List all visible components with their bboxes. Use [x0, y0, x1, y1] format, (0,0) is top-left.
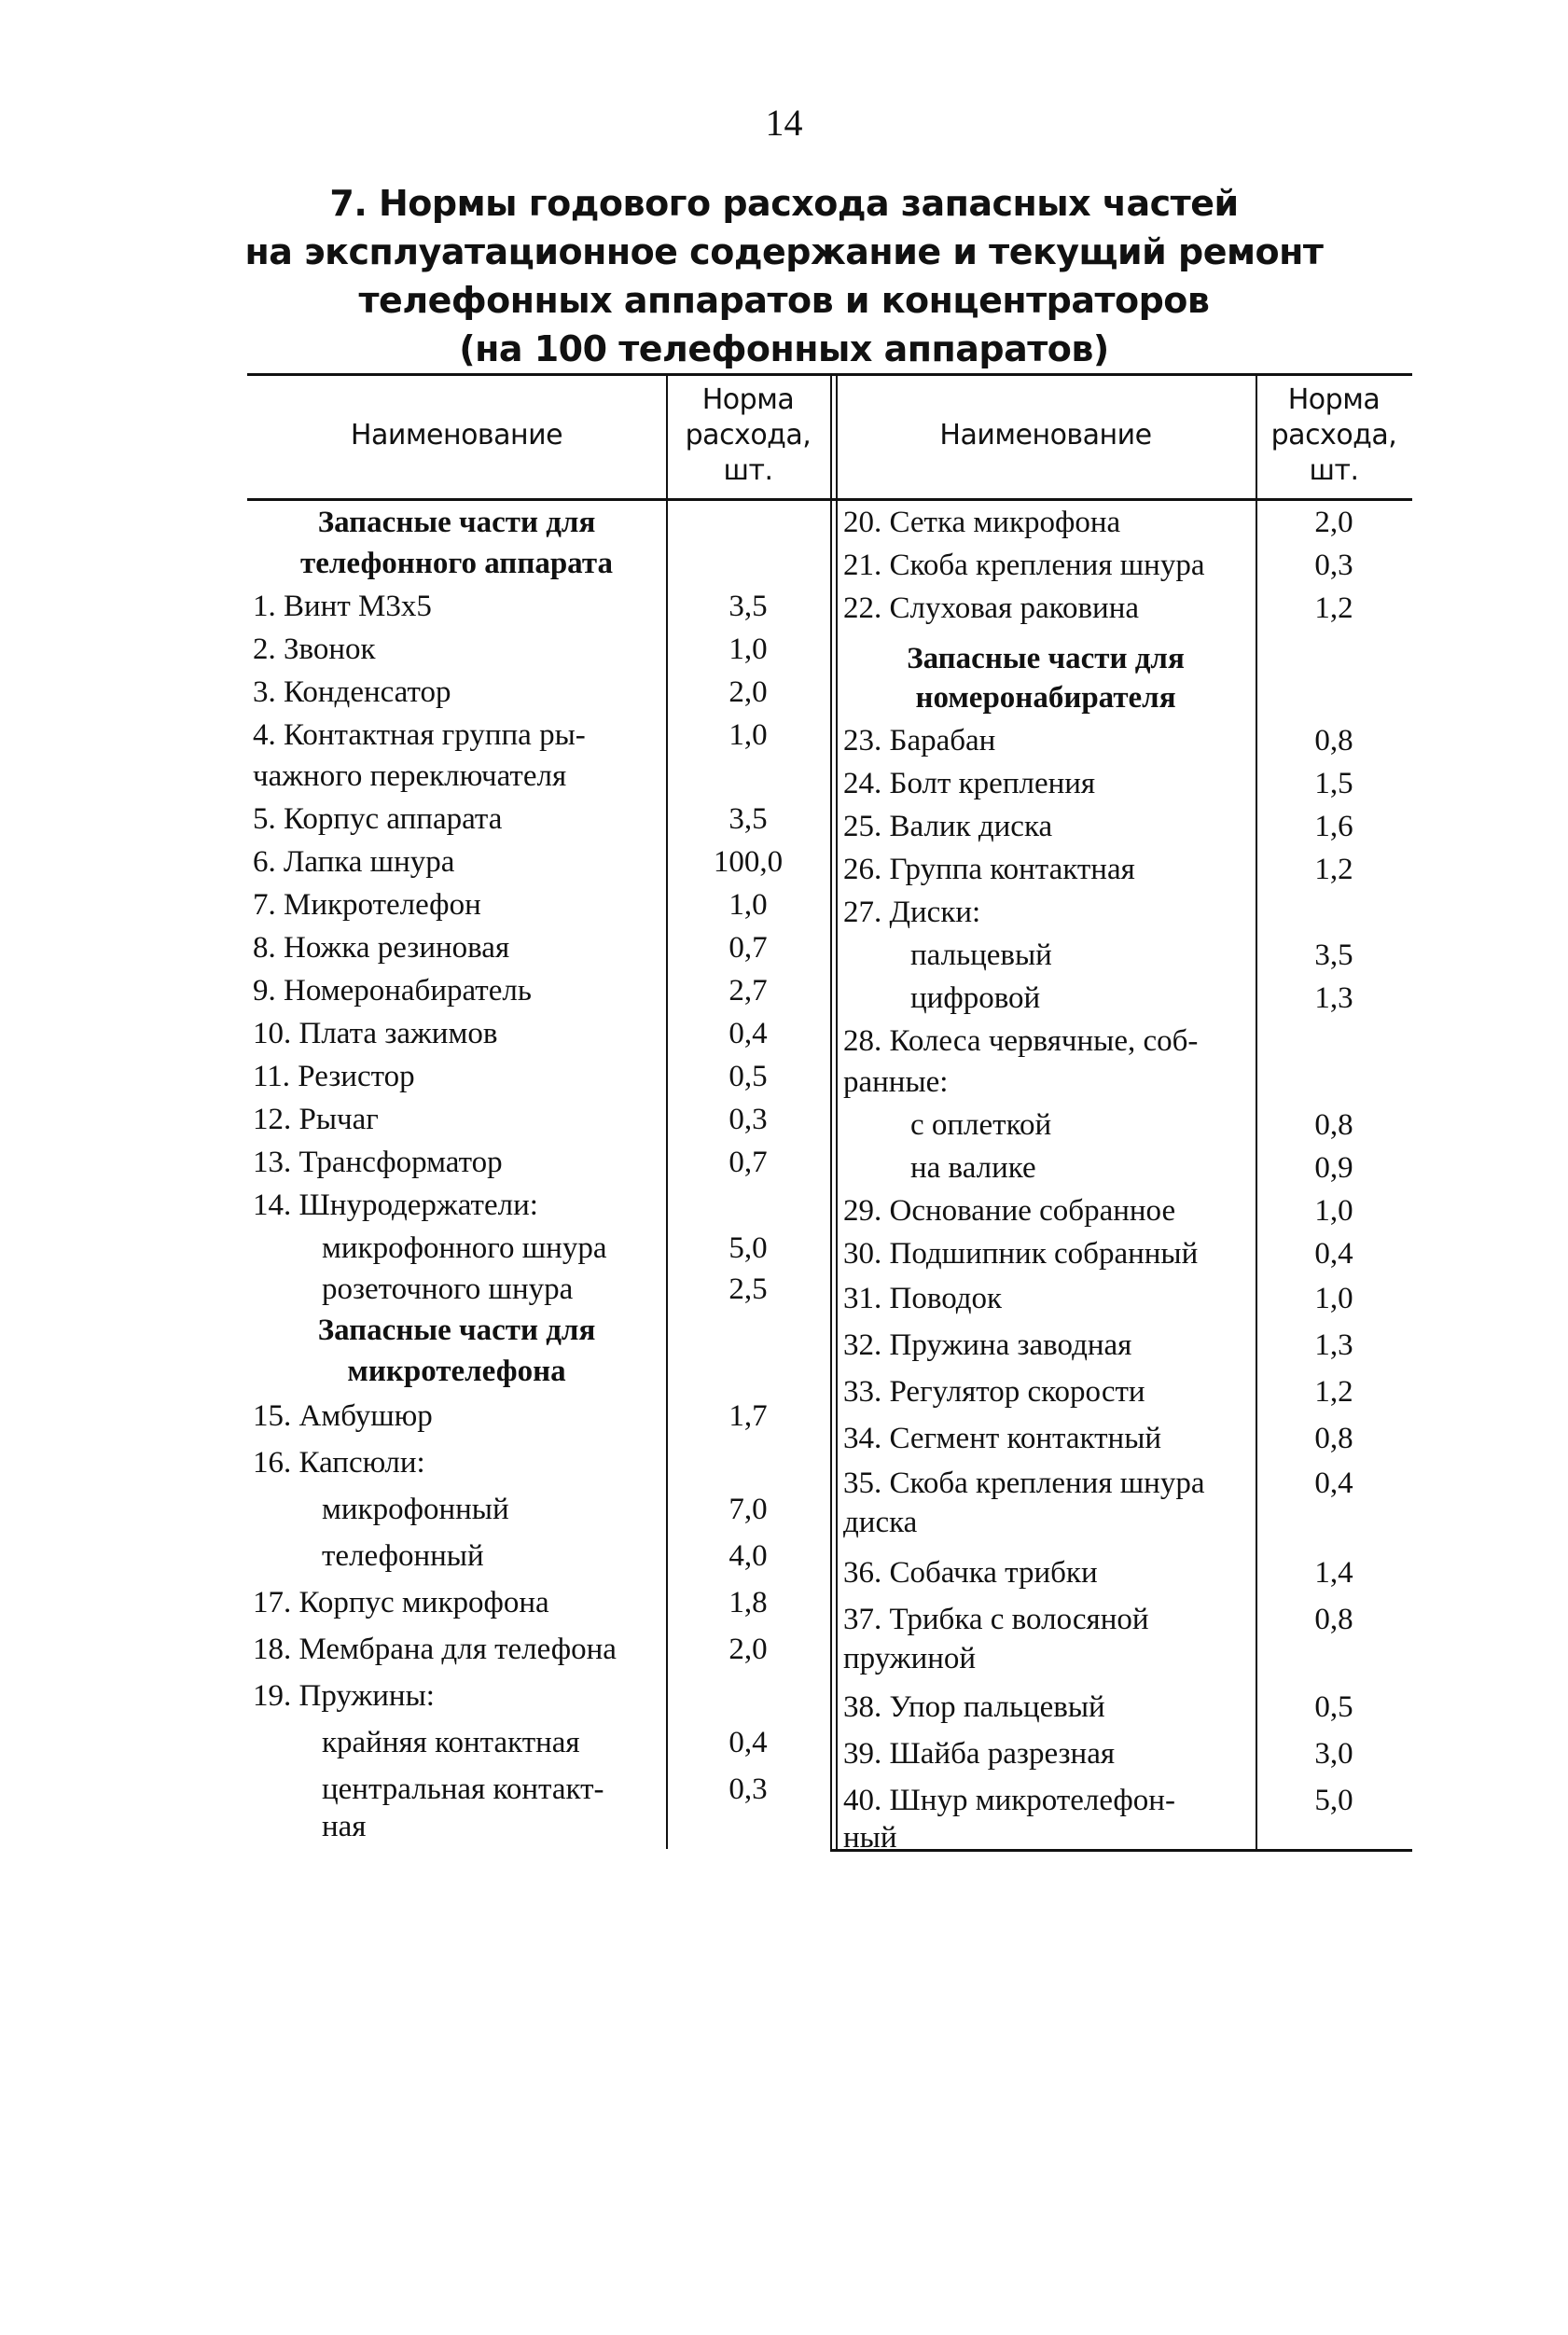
table-row — [247, 799, 830, 839]
table-row — [247, 757, 830, 796]
table-row — [830, 1503, 1412, 1542]
table-row — [830, 1600, 1412, 1639]
item-name: 32. Пружина заводная — [843, 1328, 1132, 1362]
item-name: 6. Лапка шнура — [253, 845, 455, 879]
table-row — [247, 1536, 830, 1576]
norm-value: 0,3 — [728, 1772, 768, 1806]
norm-value: 1,3 — [1314, 1328, 1353, 1362]
table-row — [830, 1372, 1412, 1411]
header-norm — [1256, 382, 1412, 489]
table-row — [247, 673, 830, 712]
norm-value: 0,8 — [1314, 1422, 1353, 1455]
table-row — [830, 893, 1412, 932]
norm-value: 0,8 — [1314, 1603, 1353, 1636]
norm-value: 0,4 — [1314, 1237, 1353, 1271]
table-row — [247, 1676, 830, 1716]
item-name: 18. Мембрана для телефона — [253, 1633, 617, 1666]
item-name: диска — [843, 1506, 918, 1539]
table-row — [830, 1326, 1412, 1365]
document-title — [0, 179, 1568, 373]
table-row — [830, 1734, 1412, 1773]
table-row — [830, 1553, 1412, 1592]
norm-value: 0,5 — [1314, 1690, 1353, 1724]
item-name: 33. Регулятор скорости — [843, 1375, 1145, 1409]
item-name: телефонный — [322, 1539, 484, 1573]
item-name: 3. Конденсатор — [253, 675, 451, 709]
table-row — [247, 716, 830, 755]
item-name: 16. Капсюли: — [253, 1446, 425, 1480]
item-name: на валике — [910, 1151, 1036, 1185]
item-name: 20. Сетка микрофона — [843, 506, 1121, 539]
table-row — [247, 587, 830, 626]
norm-value: 1,0 — [1314, 1282, 1353, 1315]
item-name: 35. Скоба крепления шнура — [843, 1466, 1205, 1500]
table-row — [830, 850, 1412, 889]
norm-value: 1,7 — [728, 1399, 768, 1433]
title-line-3: телефонных аппаратов и концентраторов — [358, 280, 1210, 321]
table-row — [830, 807, 1412, 846]
norm-value: 0,8 — [1314, 1108, 1353, 1142]
item-name: с оплеткой — [910, 1108, 1052, 1142]
table-row — [247, 1270, 830, 1309]
table-row — [830, 1279, 1412, 1318]
norm-value: 1,6 — [1314, 810, 1353, 843]
item-name: 29. Основание собранное — [843, 1194, 1176, 1228]
norm-value: 1,2 — [1314, 1375, 1353, 1409]
item-name: розеточного шнура — [322, 1272, 574, 1306]
item-name: крайняя контактная — [322, 1726, 580, 1759]
header-norm-line-2: расхода, — [685, 419, 812, 452]
item-name: 12. Рычаг — [253, 1103, 379, 1136]
table-row — [830, 1234, 1412, 1273]
item-name: ранные: — [843, 1065, 949, 1099]
item-name: 11. Резистор — [253, 1060, 415, 1093]
norm-value: 2,0 — [728, 1633, 768, 1666]
table-row — [830, 1191, 1412, 1230]
table-row — [247, 1443, 830, 1482]
section-heading-row — [247, 1311, 830, 1350]
table-row — [830, 589, 1412, 628]
item-name: 9. Номеронабиратель — [253, 974, 532, 1008]
table-row — [830, 1063, 1412, 1102]
item-name: 30. Подшипник собранный — [843, 1237, 1199, 1271]
norm-value: 1,2 — [1314, 853, 1353, 886]
table-row — [830, 1022, 1412, 1061]
header-bottom-rule — [247, 498, 830, 501]
norm-value: 5,0 — [728, 1231, 768, 1265]
item-name: пальцевый — [910, 938, 1052, 972]
table-row — [830, 1688, 1412, 1727]
item-name: 21. Скоба крепления шнура — [843, 549, 1205, 582]
table-row — [247, 1100, 830, 1139]
item-name: 39. Шайба разрезная — [843, 1737, 1116, 1771]
norm-value: 1,4 — [1314, 1556, 1353, 1590]
table-row — [830, 1464, 1412, 1503]
norm-value: 0,4 — [728, 1017, 768, 1050]
item-name: 14. Шнуродержатели: — [253, 1188, 538, 1222]
norm-value: 0,3 — [728, 1103, 768, 1136]
norm-value: 1,0 — [728, 888, 768, 922]
norm-value: 1,0 — [1314, 1194, 1353, 1228]
item-name: 27. Диски: — [843, 896, 981, 929]
norm-value: 1,0 — [728, 718, 768, 752]
norm-value: 4,0 — [728, 1539, 768, 1573]
item-name: 5. Корпус аппарата — [253, 802, 503, 836]
item-name: 19. Пружины: — [253, 1679, 435, 1713]
section-heading: микротелефона — [347, 1355, 566, 1388]
item-name: 28. Колеса червячные, соб- — [843, 1024, 1199, 1058]
table-row — [830, 721, 1412, 760]
item-name: ный — [843, 1821, 897, 1855]
header-norm-line-3: шт. — [1309, 454, 1359, 487]
header-bottom-rule — [830, 498, 1412, 501]
item-name: 4. Контактная группа ры- — [253, 718, 586, 752]
section-heading-row — [247, 1352, 830, 1391]
item-name: микрофонный — [322, 1493, 509, 1526]
item-name: 26. Группа контактная — [843, 853, 1135, 886]
item-name: 36. Собачка трибки — [843, 1556, 1098, 1590]
table-row — [830, 546, 1412, 585]
table-row — [247, 1014, 830, 1053]
section-heading: Запасные части для — [317, 506, 596, 539]
norm-value: 0,4 — [728, 1726, 768, 1759]
page-number: 14 — [765, 102, 803, 144]
table-row — [247, 630, 830, 669]
header-name: Наименование — [939, 419, 1152, 452]
table-row — [247, 1807, 830, 1846]
norm-value: 3,5 — [728, 590, 768, 623]
table-top-rule — [247, 373, 830, 376]
item-name: 24. Болт крепления — [843, 767, 1096, 800]
header-name: Наименование — [350, 419, 563, 452]
norm-value: 2,0 — [728, 675, 768, 709]
table-row — [830, 1781, 1412, 1820]
item-name: центральная контакт- — [322, 1772, 604, 1806]
item-name: 2. Звонок — [253, 632, 376, 666]
table-top-rule — [830, 373, 1412, 376]
table-row — [247, 842, 830, 882]
table-row — [247, 928, 830, 967]
norm-value: 3,5 — [1314, 938, 1353, 972]
header-norm — [666, 382, 830, 489]
header-norm-line-1: Норма — [1287, 383, 1381, 416]
table-row — [247, 971, 830, 1010]
table-row — [247, 885, 830, 924]
item-name: 15. Амбушюр — [253, 1399, 433, 1433]
norm-value: 1,0 — [728, 632, 768, 666]
table-row — [247, 1229, 830, 1268]
table-row — [830, 1419, 1412, 1458]
item-name: чажного переключателя — [253, 759, 567, 793]
table-row — [247, 1057, 830, 1096]
table-row — [830, 936, 1412, 975]
section-heading-row — [830, 678, 1412, 717]
item-name: 1. Винт М3х5 — [253, 590, 432, 623]
norm-value: 0,5 — [728, 1060, 768, 1093]
item-name: 40. Шнур микротелефон- — [843, 1784, 1175, 1817]
table-row — [830, 503, 1412, 542]
item-name: 31. Поводок — [843, 1282, 1003, 1315]
table-row — [247, 1490, 830, 1529]
norm-value: 1,2 — [1314, 591, 1353, 625]
norm-value: 0,4 — [1314, 1466, 1353, 1500]
title-line-1: 7. Нормы годового расхода запасных частей — [329, 183, 1239, 224]
norm-value: 0,3 — [1314, 549, 1353, 582]
table-row — [247, 1723, 830, 1762]
item-name: 7. Микротелефон — [253, 888, 481, 922]
table-row — [247, 1397, 830, 1436]
norm-value: 5,0 — [1314, 1784, 1353, 1817]
section-heading-row — [247, 503, 830, 542]
norm-value: 0,8 — [1314, 724, 1353, 757]
table-row — [830, 1818, 1412, 1857]
norm-value: 3,5 — [728, 802, 768, 836]
header-norm-line-3: шт. — [723, 454, 773, 487]
norm-value: 1,5 — [1314, 767, 1353, 800]
norm-value: 2,5 — [728, 1272, 768, 1306]
table-row — [247, 1770, 830, 1809]
table-row — [830, 979, 1412, 1018]
item-name: цифровой — [910, 981, 1041, 1015]
item-name: 38. Упор пальцевый — [843, 1690, 1105, 1724]
table-row — [247, 1583, 830, 1622]
section-heading: Запасные части для — [907, 642, 1185, 675]
norm-value: 1,8 — [728, 1586, 768, 1619]
item-name: ная — [322, 1810, 367, 1843]
section-heading-row — [247, 544, 830, 583]
item-name: 23. Барабан — [843, 724, 996, 757]
norm-value: 0,7 — [728, 931, 768, 965]
section-heading-row — [830, 639, 1412, 678]
norm-value: 0,7 — [728, 1146, 768, 1179]
item-name: 8. Ножка резиновая — [253, 931, 510, 965]
norm-value: 1,3 — [1314, 981, 1353, 1015]
table-row — [247, 1143, 830, 1182]
item-name: 22. Слуховая раковина — [843, 591, 1139, 625]
item-name: 25. Валик диска — [843, 810, 1053, 843]
title-line-2: на эксплуатационное содержание и текущий ремонт — [244, 231, 1324, 272]
table-row — [830, 1639, 1412, 1678]
title-line-4: (на 100 телефонных аппаратов) — [459, 328, 1109, 369]
item-name: пружиной — [843, 1642, 977, 1675]
section-heading: номеронабирателя — [915, 681, 1176, 715]
norm-value: 7,0 — [728, 1493, 768, 1526]
header-norm-line-2: расхода, — [1270, 419, 1397, 452]
table-row — [830, 764, 1412, 803]
item-name: 17. Корпус микрофона — [253, 1586, 549, 1619]
norm-value: 3,0 — [1314, 1737, 1353, 1771]
item-name: 10. Плата зажимов — [253, 1017, 498, 1050]
table-row — [830, 1148, 1412, 1188]
header-norm-line-1: Норма — [701, 383, 795, 416]
table-row — [247, 1186, 830, 1225]
table-row — [830, 1105, 1412, 1145]
item-name: микрофонного шнура — [322, 1231, 607, 1265]
item-name: 13. Трансформатор — [253, 1146, 503, 1179]
item-name: 37. Трибка с волосяной — [843, 1603, 1149, 1636]
item-name: 34. Сегмент контактный — [843, 1422, 1162, 1455]
norm-value: 0,9 — [1314, 1151, 1353, 1185]
norm-value: 2,0 — [1314, 506, 1353, 539]
table-row — [247, 1630, 830, 1669]
norm-value: 100,0 — [713, 845, 784, 879]
section-heading: Запасные части для — [317, 1313, 596, 1347]
section-heading: телефонного аппарата — [300, 547, 613, 580]
norm-value: 2,7 — [728, 974, 768, 1008]
